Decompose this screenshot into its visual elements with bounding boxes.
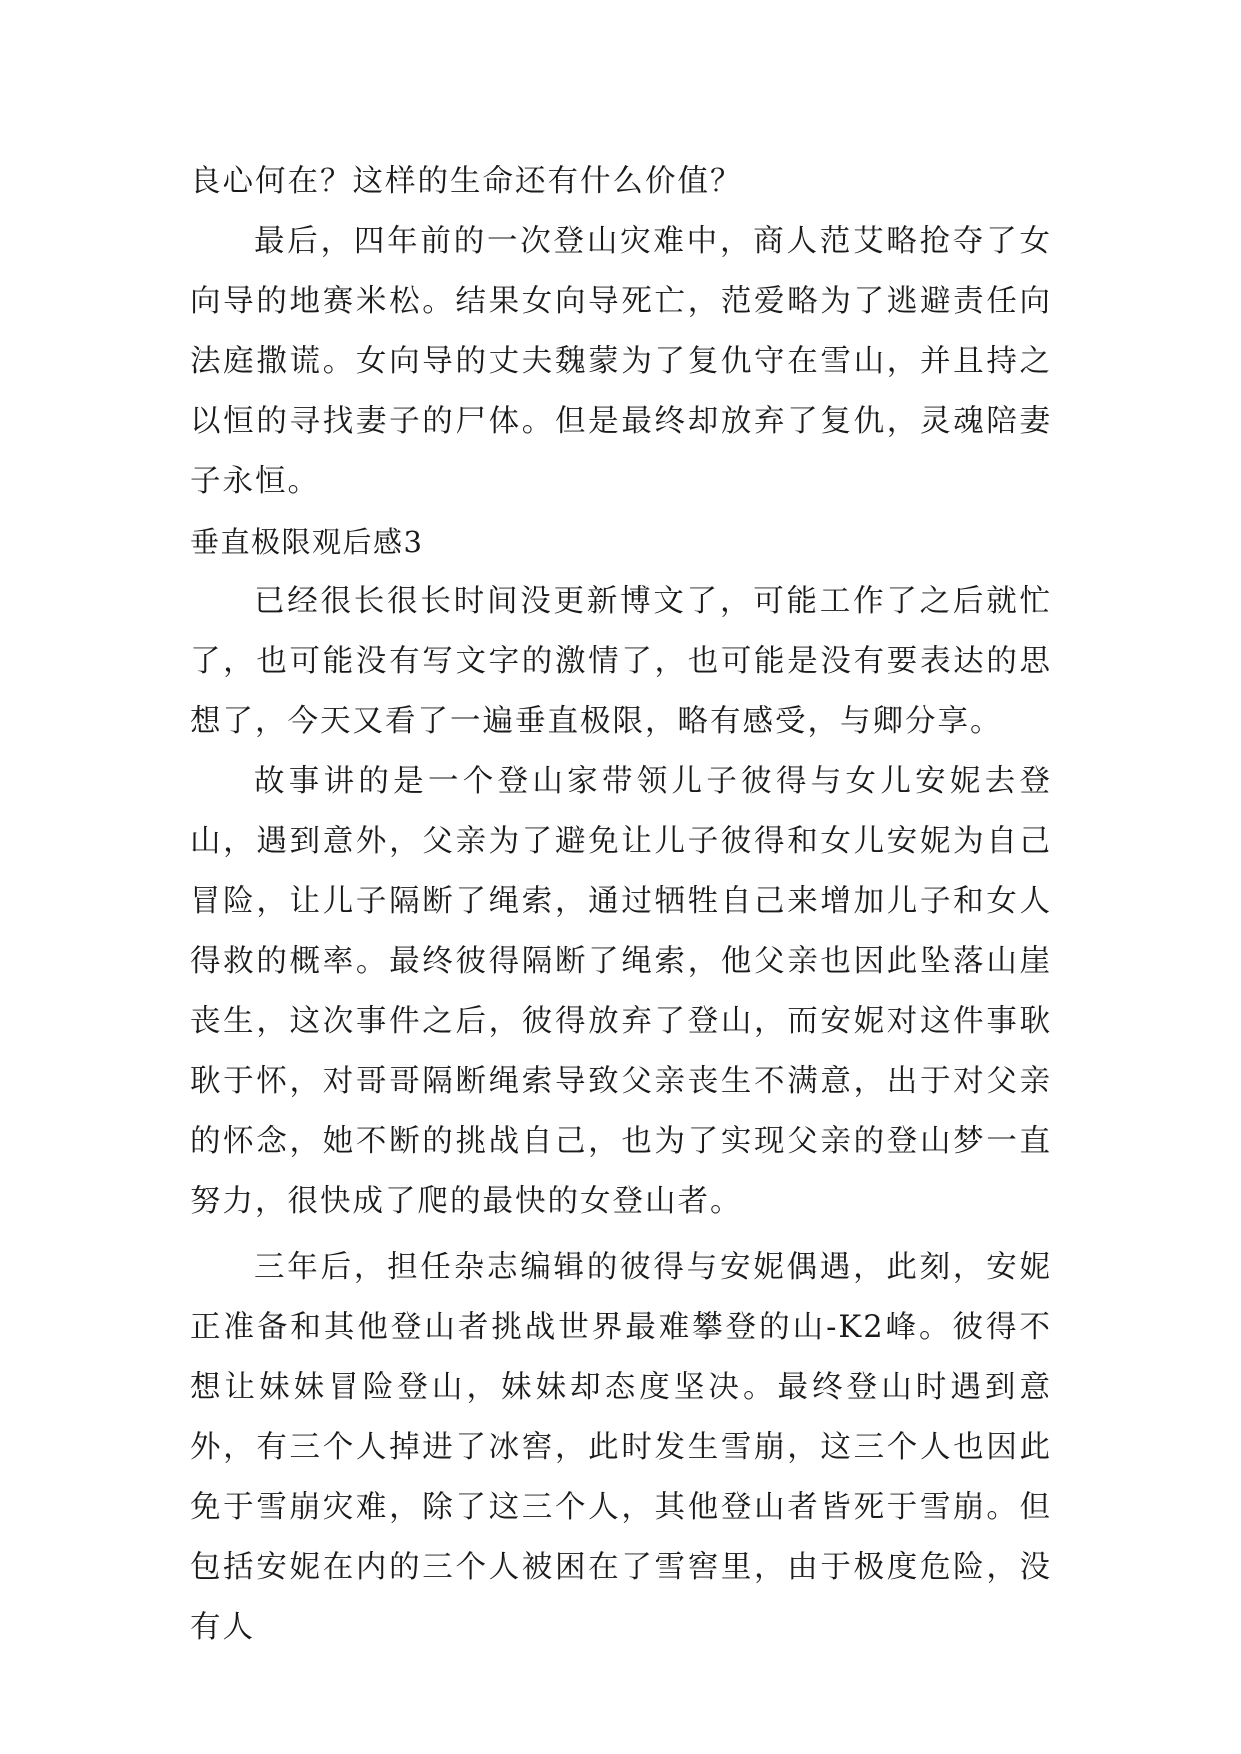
paragraph-1: 良心何在？这样的生命还有什么价值？ — [190, 164, 743, 199]
paragraph-4: 故事讲的是一个登山家带领儿子彼得与女儿安妮去登山，遇到意外，父亲为了避免让儿子彼得和女儿安妮为自己冒险，让儿子隔断了绳索，通过牺牲自己来增加儿子和女人得救的概率。最终彼得隔断了绳索，他父亲也因此坠落山崖丧生，这次事件之后，彼得放弃了登山，而安妮对这件事耿耿于怀，对哥哥隔断绳索导致父亲丧生不满意，出于对父亲的怀念，她不断的挑战自己，也为了实现父亲的登山梦一直努力，很快成了爬的最快的女登山者。 — [190, 764, 1052, 1219]
paragraph-3: 已经很长很长时间没更新博文了，可能工作了之后就忙了，也可能没有写文字的激情了，也可能是没有要表达的思想了，今天又看了一遍垂直极限，略有感受，与卿分享。 — [190, 584, 1052, 739]
paragraph-5: 三年后，担任杂志编辑的彼得与安妮偶遇，此刻，安妮正准备和其他登山者挑战世界最难攀登的山-K2峰。彼得不想让妹妹冒险登山，妹妹却态度坚决。最终登山时遇到意外，有三个人掉进了冰窖，此时发生雪崩，这三个人也因此免于雪崩灾难，除了这三个人，其他登山者皆死于雪崩。但包括安妮在内的三个人被困在了雪窖里，由于极度危险，没有人 — [190, 1250, 1052, 1645]
section-heading: 垂直极限观后感3 — [190, 525, 424, 559]
document-body — [190, 152, 1052, 1658]
paragraph-2: 最后，四年前的一次登山灾难中，商人范艾略抢夺了女向导的地赛米松。结果女向导死亡，范爱略为了逃避责任向法庭撒谎。女向导的丈夫魏蒙为了复仇守在雪山，并且持之以恒的寻找妻子的尸体。但是最终却放弃了复仇，灵魂陪妻子永恒。 — [190, 224, 1052, 499]
